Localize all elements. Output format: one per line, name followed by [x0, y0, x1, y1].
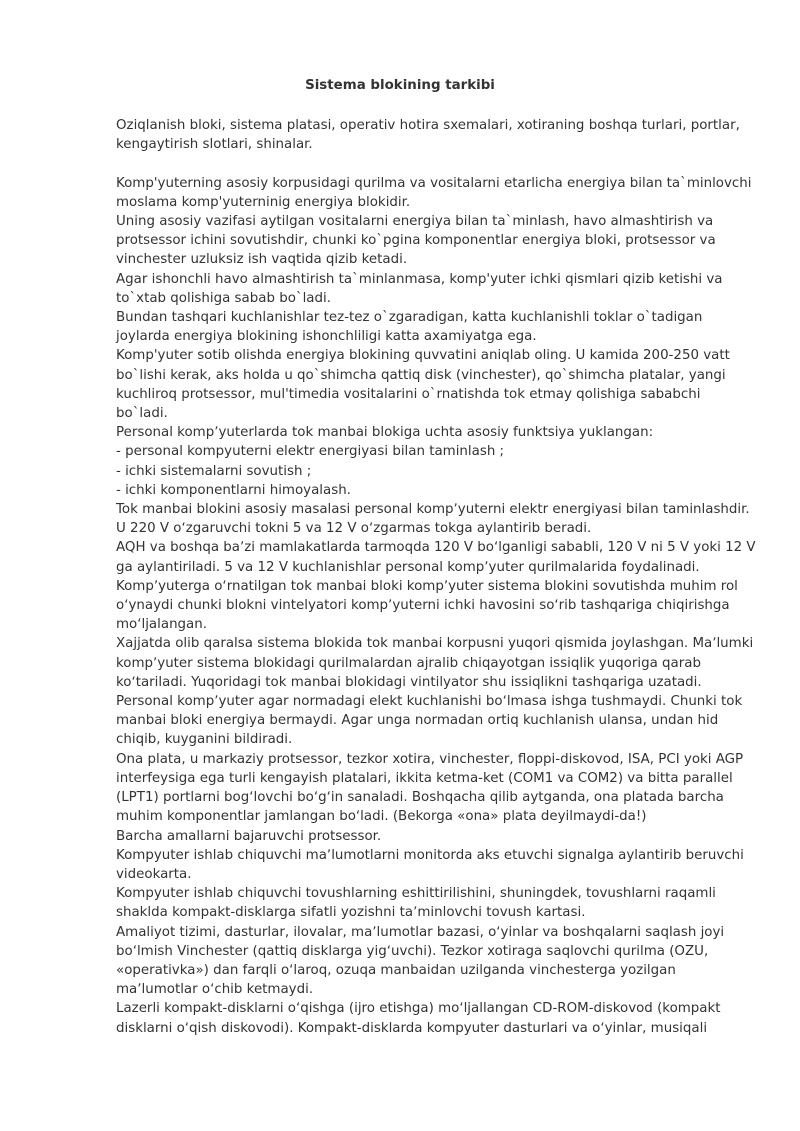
paragraph: Lazerli kompakt-disklarni oʻqishga (ijro etishga) moʻljallangan CD-ROM-diskovod (kompakt disklarni oʻqish diskovodi). Kompakt-disklarda kompyuter dasturlari va oʻyinlar, musiqali	[116, 1001, 721, 1036]
paragraph: Bundan tashqari kuchlanishlar tez-tez o`zgaradigan, katta kuchlanishli toklar o`tadigan joylarda energiya blokining ishonchliligi katta axamiyatga ega.	[116, 310, 703, 345]
list-item: - ichki komponentlarni himoyalash.	[116, 482, 351, 498]
paragraph: AQH va boshqa baʼzi mamlakatlarda tarmoqda 120 V boʻlganligi sababli, 120 V ni 5 V yoki 12 V ga aylantiriladi. 5 va 12 V kuchlanishlar personal kompʼyuter qurilmalarida foydalinadi.	[116, 540, 756, 575]
paragraph: Agar ishonchli havo almashtirish ta`minlanmasa, komp'yuter ichki qismlari qizib ketishi va to`xtab qolishiga sabab bo`ladi.	[116, 271, 723, 306]
document-body	[116, 116, 756, 1038]
paragraph-gap	[116, 154, 756, 173]
paragraph: Kompyuter ishlab chiquvchi tovushlarning eshittirilishini, shuningdek, tovushlarni raqamli shaklda kompakt-disklarga sifatli yozishni taʼminlovchi tovush kartasi.	[116, 886, 716, 921]
intro-paragraph: Oziqlanish bloki, sistema platasi, operativ hotira sxemalari, xotiraning boshqa turlari, portlar, kengaytirish slotlari, shinalar.	[116, 118, 740, 153]
paragraph: Ona plata, u markaziy protsessor, tezkor xotira, vinchester, floppi-diskovod, ISA, PCI yoki AGP interfeysiga ega turli kengayish platalari, ikkita ketma-ket (COM1 va COM2) va bitta parallel (LPT1) portlarni bogʻlovchi boʻgʻin sanaladi. Boshqacha qilib aytganda, ona platada barcha muhim komponentlar jamlangan boʻladi. (Bekorga «ona» plata deyilmaydi-da!)	[116, 751, 744, 825]
paragraph: Komp'yuter sotib olishda energiya blokining quvvatini aniqlab oling. U kamida 200-250 vatt bo`lishi kerak, aks holda u qo`shimcha qattiq disk (vinchester), qo`shimcha platalar, yangi kuchliroq protsessor, mul'timedia vositalarini o`rnatishda tok etmay qolishiga sababchi bo`ladi.	[116, 348, 730, 422]
paragraph: Barcha amallarni bajaruvchi protsessor.	[116, 828, 382, 844]
paragraph: Tok manbai blokini asosiy masalasi personal kompʼyuterni elektr energiyasi bilan taminlashdir. U 220 V oʻzgaruvchi tokni 5 va 12 V oʻzgarmas tokga aylantirib beradi.	[116, 502, 750, 537]
paragraph: Personal kompʼyuterlarda tok manbai blokiga uchta asosiy funktsiya yuklangan:	[116, 425, 654, 441]
list-item: - ichki sistemalarni sovutish ;	[116, 463, 312, 479]
paragraph: Uning asosiy vazifasi aytilgan vositalarni energiya bilan ta`minlash, havo almashtirish va protsessor ichini sovutishdir, chunki ko`pgina komponentlar energiya bloki, protsessor va vinchester uzluksiz ish vaqtida qizib ketadi.	[116, 214, 716, 268]
paragraph: Personal kompʼyuter agar normadagi elekt kuchlanishi boʻlmasa ishga tushmaydi. Chunki tok manbai bloki energiya bermaydi. Agar unga normadan ortiq kuchlanish ulansa, undan hid chiqib, kuyganini bildiradi.	[116, 694, 743, 748]
list-item: - personal kompyuterni elektr energiyasi bilan taminlash ;	[116, 444, 505, 460]
paragraph: Komp'yuterning asosiy korpusidagi qurilma va vositalarni etarlicha energiya bilan ta`minlovchi moslama komp'yuterninig energiya blokidir.	[116, 175, 752, 210]
paragraph: Xajjatda olib qaralsa sistema blokida tok manbai korpusni yuqori qismida joylashgan. Maʼlumki kompʼyuter sistema blokidagi qurilmalardan ajralib chiqayotgan issiqlik yuqoriga qarab koʻtariladi. Yuqoridagi tok manbai blokidagi vintilyator shu issiqlikni tashqariga uzatadi.	[116, 636, 754, 690]
paragraph: Kompʼyuterga oʻrnatilgan tok manbai bloki kompʼyuter sistema blokini sovutishda muhim rol oʻynaydi chunki blokni vintelyatori kompʼyuterni ichki havosini soʻrib tashqariga chiqirishga moʻljalangan.	[116, 578, 738, 633]
paragraph: Kompyuter ishlab chiquvchi maʼlumotlarni monitorda aks etuvchi signalga aylantirib beruvchi videokarta.	[116, 847, 744, 882]
document-title: Sistema blokining tarkibi	[305, 78, 495, 93]
paragraph: Amaliyot tizimi, dasturlar, ilovalar, maʼlumotlar bazasi, oʻyinlar va boshqalarni saqlash joyi boʻlmish Vinchester (qattiq disklarga yigʻuvchi). Tezkor xotiraga saqlovchi qurilma (OZU, «operativka») dan farqli oʻlaroq, ozuqa manbaidan uzilganda vinchesterga yozilgan maʼlumotlar oʻchib ketmaydi.	[116, 924, 725, 998]
